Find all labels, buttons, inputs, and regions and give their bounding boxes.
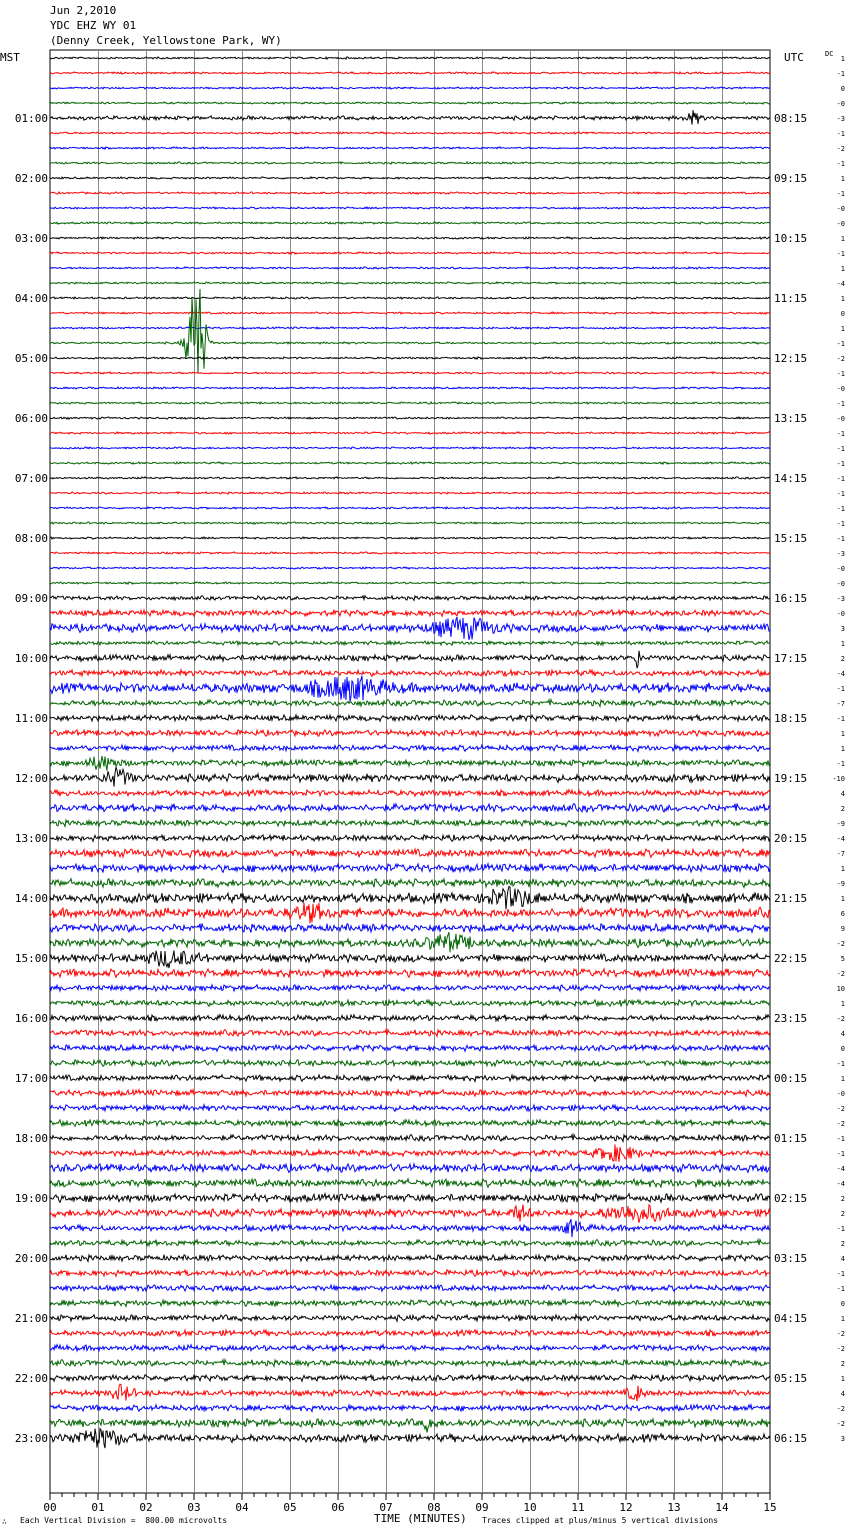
- dc-offset-label: -0: [836, 580, 845, 588]
- left-hour-label: 19:00: [14, 1192, 48, 1205]
- x-tick-label: 07: [379, 1501, 393, 1514]
- seismic-trace: [50, 1285, 770, 1291]
- seismic-trace: [50, 162, 770, 164]
- x-tick-label: 00: [43, 1501, 57, 1514]
- seismic-trace: [50, 252, 770, 254]
- dc-offset-label: 2: [840, 805, 845, 813]
- right-hour-label: 06:15: [774, 1432, 808, 1445]
- dc-offset-label: -2: [836, 1120, 845, 1128]
- right-hour-label: 04:15: [774, 1312, 808, 1325]
- dc-offset-label: -0: [836, 1090, 845, 1098]
- dc-offset-label: 4: [840, 1030, 845, 1038]
- right-hour-label: 13:15: [774, 412, 808, 425]
- dc-offset-label: 1: [840, 1000, 845, 1008]
- seismic-trace: [50, 372, 770, 374]
- seismic-trace: [50, 1030, 770, 1037]
- seismic-trace: [50, 715, 770, 721]
- dc-offset-label: -0: [836, 415, 845, 423]
- dc-offset-label: -2: [836, 1105, 845, 1113]
- seismic-trace: [50, 1405, 770, 1412]
- right-hour-label: 10:15: [774, 232, 808, 245]
- seismic-trace: [50, 1330, 770, 1337]
- right-hour-label: 20:15: [774, 832, 808, 845]
- right-hour-label: 15:15: [774, 532, 808, 545]
- seismic-trace: [50, 969, 770, 978]
- seismic-trace: [50, 1135, 770, 1142]
- dc-offset-label: -9: [836, 880, 845, 888]
- seismic-trace: [50, 1179, 770, 1188]
- dc-offset-label: -2: [836, 940, 845, 948]
- left-hour-label: 23:00: [14, 1432, 48, 1445]
- left-hour-label: 15:00: [14, 952, 48, 965]
- dc-offset-label: 1: [840, 325, 845, 333]
- dc-offset-label: -1: [836, 520, 845, 528]
- left-hour-label: 06:00: [14, 412, 48, 425]
- dc-offset-label: -2: [836, 1420, 845, 1428]
- dc-offset-label: 1: [840, 730, 845, 738]
- right-hour-label: 00:15: [774, 1072, 808, 1085]
- plot-frame: [50, 50, 770, 1493]
- dc-offset-label: -0: [836, 385, 845, 393]
- dc-offset-label: -1: [836, 400, 845, 408]
- seismic-trace: [50, 924, 770, 933]
- right-hour-label: 05:15: [774, 1372, 808, 1385]
- dc-offset-label: -4: [836, 670, 845, 678]
- left-hour-label: 10:00: [14, 652, 48, 665]
- seismic-trace: [50, 417, 770, 419]
- right-hour-label: 01:15: [774, 1132, 808, 1145]
- dc-offset-label: -1: [836, 715, 845, 723]
- dc-offset-label: 1: [840, 1375, 845, 1383]
- dc-offset-label: 2: [840, 1240, 845, 1248]
- left-hour-label: 02:00: [14, 172, 48, 185]
- dc-offset-label: 2: [840, 1210, 845, 1218]
- dc-offset-label: 10: [836, 985, 845, 993]
- right-hour-label: 23:15: [774, 1012, 808, 1025]
- dc-offset-label: -1: [836, 505, 845, 513]
- dc-offset-label: -3: [836, 550, 845, 558]
- dc-offset-label: -1: [836, 190, 845, 198]
- seismic-trace: [50, 1300, 770, 1307]
- seismic-trace: [50, 1000, 770, 1007]
- seismic-trace: [50, 1060, 770, 1067]
- x-tick-label: 05: [283, 1501, 297, 1514]
- dc-offset-label: 2: [840, 655, 845, 663]
- left-hour-label: 12:00: [14, 772, 48, 785]
- x-axis-title: TIME (MINUTES): [374, 1512, 467, 1525]
- seismic-trace: [50, 903, 770, 924]
- seismic-trace: [50, 312, 770, 314]
- seismic-trace: [50, 72, 770, 74]
- right-hour-label: 12:15: [774, 352, 808, 365]
- seismic-trace: [50, 327, 770, 329]
- dc-offset-label: -1: [836, 475, 845, 483]
- seismic-trace: [50, 985, 770, 991]
- seismic-trace: [50, 537, 770, 539]
- left-hour-label: 04:00: [14, 292, 48, 305]
- dc-offset-label: -2: [836, 1345, 845, 1353]
- left-hour-label: 22:00: [14, 1372, 48, 1385]
- dc-offset-label: -1: [836, 250, 845, 258]
- x-tick-label: 06: [331, 1501, 345, 1514]
- seismic-trace: [50, 1384, 770, 1401]
- seismic-trace: [50, 730, 770, 737]
- x-tick-label: 11: [571, 1501, 585, 1514]
- x-tick-label: 09: [475, 1501, 489, 1514]
- seismic-trace: [50, 886, 770, 909]
- left-axis-title: MST: [0, 51, 20, 64]
- seismic-trace: [50, 1375, 770, 1382]
- dc-offset-label: 1: [840, 865, 845, 873]
- dc-offset-label: -1: [836, 130, 845, 138]
- x-tick-label: 15: [763, 1501, 777, 1514]
- seismic-trace: [50, 1219, 770, 1237]
- dc-offset-label: -0: [836, 220, 845, 228]
- dc-offset-label: 1: [840, 265, 845, 273]
- x-tick-label: 03: [187, 1501, 201, 1514]
- dc-offset-label: 2: [840, 1360, 845, 1368]
- dc-title: DC: [825, 50, 834, 58]
- dc-offset-label: -2: [836, 1015, 845, 1023]
- dc-offset-label: 1: [840, 175, 845, 183]
- seismic-trace: [50, 477, 770, 479]
- seismic-trace: [50, 1429, 770, 1449]
- dc-offset-label: -2: [836, 145, 845, 153]
- dc-offset-label: -2: [836, 1405, 845, 1413]
- seismic-trace: [50, 57, 770, 59]
- left-hour-label: 01:00: [14, 112, 48, 125]
- seismic-trace: [50, 596, 770, 601]
- x-tick-label: 14: [715, 1501, 729, 1514]
- seismic-trace: [50, 1205, 770, 1223]
- dc-offset-label: 1: [840, 745, 845, 753]
- seismic-trace: [50, 102, 770, 104]
- seismic-trace: [50, 492, 770, 494]
- seismic-trace: [50, 617, 770, 640]
- dc-offset-label: -9: [836, 820, 845, 828]
- dc-offset-label: -4: [836, 1165, 845, 1173]
- seismic-trace: [50, 267, 770, 269]
- dc-offset-label: -1: [836, 1060, 845, 1068]
- seismic-trace: [50, 835, 770, 842]
- seismic-trace: [50, 237, 770, 239]
- seismic-trace: [50, 387, 770, 389]
- dc-offset-label: 3: [840, 625, 845, 633]
- dc-offset-label: 1: [840, 295, 845, 303]
- dc-offset-label: -0: [836, 610, 845, 618]
- x-tick-label: 10: [523, 1501, 537, 1514]
- seismic-trace: [50, 1164, 770, 1173]
- left-hour-label: 18:00: [14, 1132, 48, 1145]
- dc-offset-label: -1: [836, 1135, 845, 1143]
- seismic-trace: [50, 670, 770, 677]
- dc-offset-label: 1: [840, 1315, 845, 1323]
- seismic-trace: [50, 507, 770, 509]
- x-tick-label: 08: [427, 1501, 441, 1514]
- dc-offset-label: 1: [840, 640, 845, 648]
- dc-offset-label: 0: [840, 310, 845, 318]
- seismic-trace: [50, 1270, 770, 1277]
- seismic-trace: [50, 87, 770, 89]
- left-hour-label: 07:00: [14, 472, 48, 485]
- seismic-trace: [50, 1105, 770, 1112]
- dc-offset-label: 6: [840, 910, 845, 918]
- right-hour-label: 09:15: [774, 172, 808, 185]
- dc-offset-label: -7: [836, 700, 845, 708]
- dc-offset-label: 0: [840, 1300, 845, 1308]
- left-hour-label: 13:00: [14, 832, 48, 845]
- dc-offset-label: 3: [840, 1435, 845, 1443]
- seismic-trace: [50, 641, 770, 645]
- right-hour-label: 16:15: [774, 592, 808, 605]
- seismic-trace: [50, 1090, 770, 1097]
- x-tick-label: 01: [91, 1501, 105, 1514]
- seismic-trace: [50, 522, 770, 524]
- left-hour-label: 03:00: [14, 232, 48, 245]
- seismic-trace: [50, 432, 770, 434]
- plot-date: Jun 2,2010: [50, 4, 117, 17]
- seismic-trace: [50, 1255, 770, 1262]
- seismic-trace: [50, 1015, 770, 1022]
- clip-note: Traces clipped at plus/minus 5 vertical divisions: [482, 1516, 719, 1525]
- right-hour-label: 02:15: [774, 1192, 808, 1205]
- x-tick-label: 02: [139, 1501, 153, 1514]
- dc-offset-label: -1: [836, 490, 845, 498]
- dc-offset-label: -0: [836, 100, 845, 108]
- dc-offset-label: -4: [836, 835, 845, 843]
- seismic-trace: [50, 932, 770, 952]
- dc-offset-label: 2: [840, 1195, 845, 1203]
- seismic-trace: [50, 767, 770, 786]
- seismic-trace: [50, 462, 770, 464]
- x-tick-label: 12: [619, 1501, 633, 1514]
- dc-offset-label: -1: [836, 1150, 845, 1158]
- dc-offset-label: -1: [836, 70, 845, 78]
- dc-offset-label: -4: [836, 280, 845, 288]
- seismic-trace: [50, 790, 770, 797]
- seismic-trace: [50, 282, 770, 284]
- dc-offset-label: -4: [836, 1180, 845, 1188]
- right-hour-label: 17:15: [774, 652, 808, 665]
- left-hour-label: 11:00: [14, 712, 48, 725]
- dc-offset-label: -3: [836, 115, 845, 123]
- seismic-trace: [50, 402, 770, 404]
- dc-offset-label: -0: [836, 205, 845, 213]
- left-hour-label: 14:00: [14, 892, 48, 905]
- dc-offset-label: -0: [836, 565, 845, 573]
- seismic-trace: [50, 1144, 770, 1161]
- left-hour-label: 08:00: [14, 532, 48, 545]
- dc-offset-label: -1: [836, 460, 845, 468]
- dc-offset-label: -1: [836, 340, 845, 348]
- dc-offset-label: -1: [836, 445, 845, 453]
- right-hour-label: 22:15: [774, 952, 808, 965]
- seismic-trace: [50, 1419, 770, 1433]
- station-location: (Denny Creek, Yellowstone Park, WY): [50, 34, 282, 47]
- dc-offset-label: -1: [836, 1285, 845, 1293]
- dc-offset-label: -1: [836, 1225, 845, 1233]
- dc-offset-label: 9: [840, 925, 845, 933]
- seismic-trace: [50, 1075, 770, 1082]
- seismic-trace: [50, 147, 770, 149]
- footer-mark: ∴: [2, 1517, 7, 1526]
- right-hour-label: 21:15: [774, 892, 808, 905]
- x-tick-label: 04: [235, 1501, 249, 1514]
- seismic-trace: [50, 582, 770, 584]
- seismic-trace: [50, 879, 770, 888]
- dc-offset-label: -7: [836, 850, 845, 858]
- dc-offset-label: -3: [836, 595, 845, 603]
- seismic-trace: [50, 951, 770, 969]
- dc-offset-label: -1: [836, 535, 845, 543]
- seismic-trace: [50, 207, 770, 209]
- right-hour-label: 14:15: [774, 472, 808, 485]
- seismic-trace: [50, 756, 770, 771]
- right-hour-label: 19:15: [774, 772, 808, 785]
- dc-offset-label: 1: [840, 55, 845, 63]
- seismic-trace: [50, 849, 770, 858]
- right-hour-label: 03:15: [774, 1252, 808, 1265]
- left-hour-label: 09:00: [14, 592, 48, 605]
- seismic-trace: [50, 1120, 770, 1127]
- seismic-trace: [50, 676, 770, 702]
- dc-offset-label: -1: [836, 1270, 845, 1278]
- dc-offset-label: -1: [836, 685, 845, 693]
- right-hour-label: 18:15: [774, 712, 808, 725]
- seismic-trace: [50, 610, 770, 616]
- dc-offset-label: 5: [840, 955, 845, 963]
- seismic-trace: [50, 864, 770, 873]
- dc-offset-label: -1: [836, 760, 845, 768]
- dc-offset-label: 4: [840, 1390, 845, 1398]
- dc-offset-label: 1: [840, 895, 845, 903]
- left-hour-label: 17:00: [14, 1072, 48, 1085]
- seismic-trace: [50, 297, 770, 299]
- seismic-trace: [50, 651, 770, 668]
- x-tick-label: 13: [667, 1501, 681, 1514]
- dc-offset-label: 4: [840, 1255, 845, 1263]
- right-hour-label: 11:15: [774, 292, 808, 305]
- seismic-trace: [50, 1240, 770, 1246]
- seismic-trace: [50, 192, 770, 194]
- seismic-trace: [50, 1315, 770, 1322]
- seismic-trace: [50, 1045, 770, 1051]
- seismic-trace: [50, 447, 770, 449]
- seismic-trace: [50, 552, 770, 554]
- dc-offset-label: -1: [836, 160, 845, 168]
- seismic-trace: [50, 820, 770, 827]
- dc-offset-label: 0: [840, 1045, 845, 1053]
- dc-offset-label: 1: [840, 235, 845, 243]
- seismic-trace: [50, 357, 770, 359]
- seismic-trace: [50, 110, 770, 124]
- dc-offset-label: 4: [840, 790, 845, 798]
- seismic-trace: [50, 567, 770, 569]
- seismic-trace: [50, 1345, 770, 1351]
- seismic-trace: [50, 700, 770, 707]
- seismic-trace: [50, 289, 770, 373]
- right-hour-label: 08:15: [774, 112, 808, 125]
- seismic-trace: [50, 177, 770, 179]
- right-axis-title: UTC: [784, 51, 804, 64]
- dc-offset-label: 0: [840, 85, 845, 93]
- seismic-trace: [50, 804, 770, 813]
- dc-offset-label: -2: [836, 970, 845, 978]
- left-hour-label: 16:00: [14, 1012, 48, 1025]
- station-code: YDC EHZ WY 01: [50, 19, 137, 32]
- seismic-trace: [50, 222, 770, 224]
- scale-note: Each Vertical Division = 800.00 microvolts: [20, 1516, 228, 1525]
- dc-offset-label: -1: [836, 430, 845, 438]
- seismic-trace: [50, 1194, 770, 1203]
- seismic-trace: [50, 1360, 770, 1367]
- left-hour-label: 21:00: [14, 1312, 48, 1325]
- left-hour-label: 05:00: [14, 352, 48, 365]
- left-hour-label: 20:00: [14, 1252, 48, 1265]
- dc-offset-label: -2: [836, 1330, 845, 1338]
- seismic-trace: [50, 745, 770, 752]
- dc-offset-label: -1: [836, 370, 845, 378]
- dc-offset-label: 1: [840, 1075, 845, 1083]
- dc-offset-label: -2: [836, 355, 845, 363]
- seismic-trace: [50, 132, 770, 134]
- dc-offset-label: -10: [832, 775, 845, 783]
